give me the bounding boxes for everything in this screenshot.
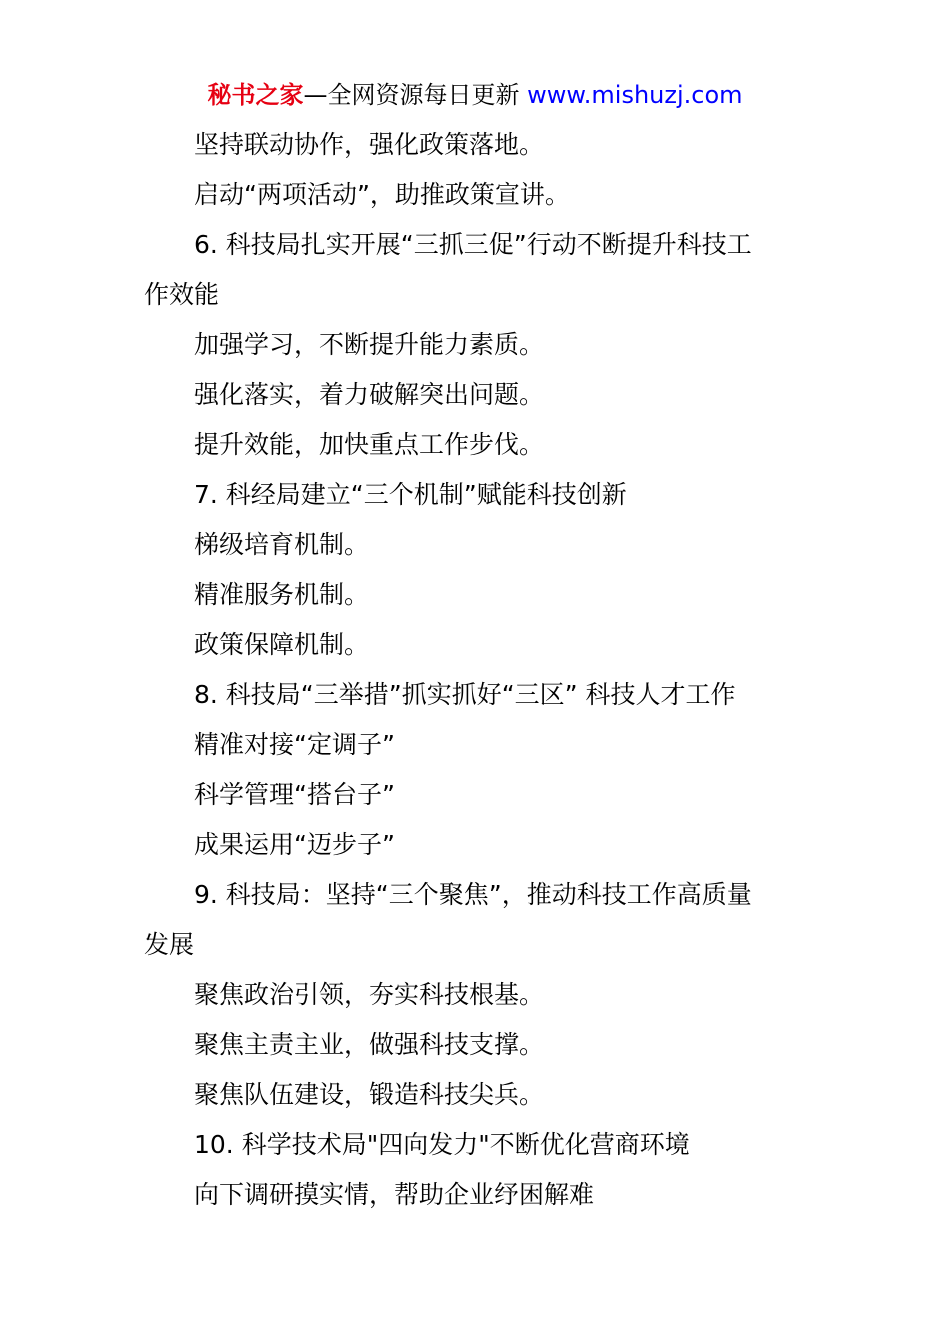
text-line: 向下调研摸实情，帮助企业纾困解难: [194, 1180, 595, 1209]
brand-name: 秘书之家: [207, 81, 304, 109]
text-line: 聚焦队伍建设，锻造科技尖兵。: [194, 1080, 545, 1109]
section-heading: 6. 科技局扎实开展“三抓三促”行动不断提升科技工: [194, 230, 752, 259]
text-line: 加强学习，不断提升能力素质。: [194, 330, 545, 359]
text-line: 提升效能，加快重点工作步伐。: [194, 430, 545, 459]
text-line: 坚持联动协作，强化政策落地。: [194, 130, 545, 159]
text-line: 聚焦政治引领，夯实科技根基。: [194, 980, 545, 1009]
section-heading-continuation: 发展: [144, 930, 195, 959]
site-url-link[interactable]: www.mishuzj.com: [527, 81, 743, 109]
section-heading-continuation: 作效能: [144, 280, 220, 309]
header-tagline: —全网资源每日更新: [303, 81, 528, 109]
section-heading: 10. 科学技术局"四向发力"不断优化营商环境: [194, 1130, 690, 1159]
document-body: [144, 120, 824, 1220]
text-line: 科学管理“搭台子”: [194, 780, 395, 809]
text-line: 强化落实，着力破解突出问题。: [194, 380, 545, 409]
text-line: 政策保障机制。: [194, 630, 370, 659]
page-header: [0, 78, 950, 112]
section-heading: 8. 科技局“三举措”抓实抓好“三区” 科技人才工作: [194, 680, 736, 709]
text-line: 成果运用“迈步子”: [194, 830, 395, 859]
section-heading: 9. 科技局：坚持“三个聚焦”，推动科技工作高质量: [194, 880, 752, 909]
text-line: 启动“两项活动”，助推政策宣讲。: [194, 180, 570, 209]
text-line: 梯级培育机制。: [194, 530, 370, 559]
text-line: 聚焦主责主业，做强科技支撑。: [194, 1030, 545, 1059]
text-line: 精准服务机制。: [194, 580, 370, 609]
section-heading: 7. 科经局建立“三个机制”赋能科技创新: [194, 480, 627, 509]
text-line: 精准对接“定调子”: [194, 730, 395, 759]
